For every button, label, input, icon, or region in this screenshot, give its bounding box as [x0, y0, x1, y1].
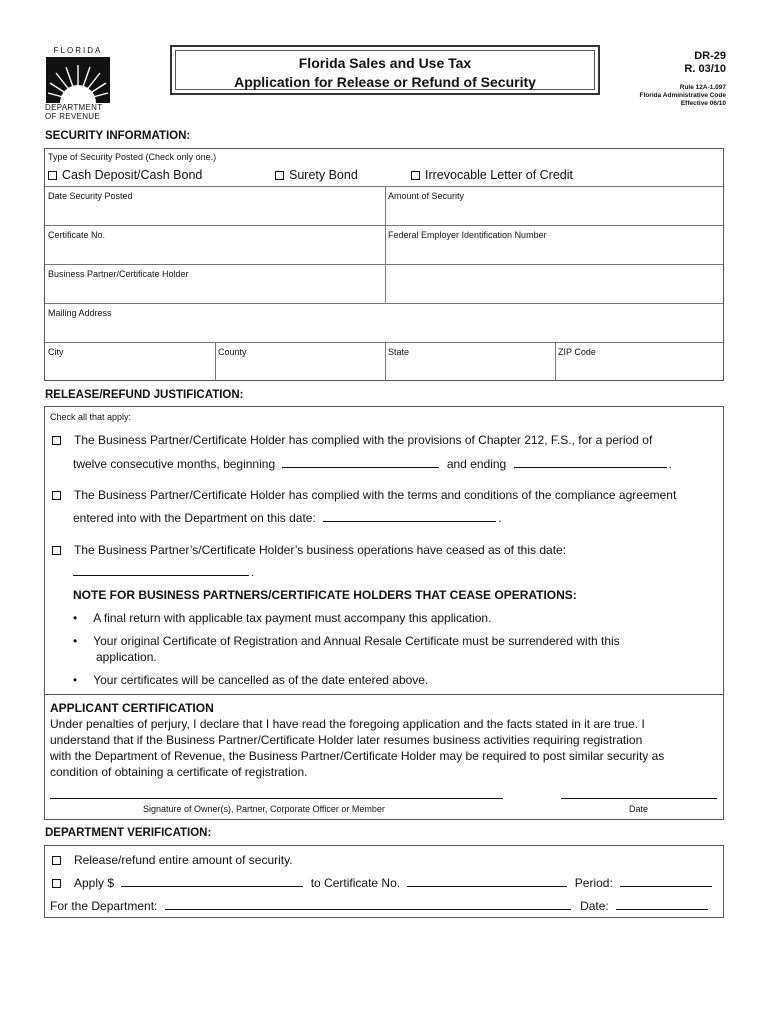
logo-dept-line1: DEPARTMENT	[45, 103, 103, 112]
apply-period-input[interactable]	[620, 885, 712, 887]
note-bullet-2-cont: application.	[96, 650, 157, 664]
mailing-address-field[interactable]: Mailing Address	[48, 308, 112, 318]
letter-checkbox[interactable]	[411, 171, 420, 180]
zip-field[interactable]: ZIP Code	[558, 347, 596, 357]
certificate-no-field[interactable]: Certificate No.	[48, 230, 106, 240]
apply-certificate-input[interactable]	[407, 885, 567, 887]
signature-label: Signature of Owner(s), Partner, Corporate Officer or Member	[143, 804, 385, 814]
security-info-heading: SECURITY INFORMATION:	[45, 130, 191, 142]
form-number: DR-29	[694, 50, 726, 62]
item1-checkbox[interactable]	[52, 436, 61, 445]
cash-checkbox[interactable]	[48, 171, 57, 180]
apply-checkbox[interactable]	[52, 879, 61, 888]
effective-date: Effective 06/10	[680, 100, 726, 107]
form-number-block	[684, 50, 726, 76]
note-bullet-2: • Your original Certificate of Registration and Annual Resale Certificate must be surrendered with this	[73, 634, 620, 648]
department-signature-input[interactable]	[165, 908, 571, 910]
department-date-input[interactable]	[616, 908, 708, 910]
form-revision: R. 03/10	[684, 63, 726, 75]
justification-item-1: The Business Partner/Certificate Holder has complied with the provisions of Chapter 212, F.S., for a period of	[52, 433, 712, 447]
fein-field[interactable]: Federal Employer Identification Number	[388, 230, 547, 240]
title-box	[170, 45, 600, 95]
note-heading: NOTE FOR BUSINESS PARTNERS/CERTIFICATE HOLDERS THAT CEASE OPERATIONS:	[73, 588, 577, 602]
note-bullet-3: • Your certificates will be cancelled as of the date entered above.	[73, 673, 429, 687]
department-logo	[44, 46, 112, 120]
state-field[interactable]: State	[388, 347, 410, 357]
apply-amount-input[interactable]	[121, 885, 303, 887]
admin-code: Florida Administrative Code	[639, 92, 726, 99]
ceased-date-input[interactable]	[73, 574, 249, 576]
compliance-date-input[interactable]	[323, 520, 496, 522]
type-of-security-label: Type of Security Posted (Check only one.)	[48, 152, 217, 162]
release-entire-option[interactable]: Release/refund entire amount of security.	[52, 853, 293, 867]
ending-date-input[interactable]	[514, 466, 667, 468]
verification-box	[44, 845, 724, 918]
amount-field[interactable]: Amount of Security	[388, 191, 465, 201]
justification-heading: RELEASE/REFUND JUSTIFICATION:	[45, 389, 244, 401]
note-bullet-1: • A final return with applicable tax payment must accompany this application.	[73, 611, 492, 625]
apply-line: Apply $ to Certificate No. Period:	[52, 876, 712, 890]
certification-text: Under penalties of perjury, I declare that I have read the foregoing application and the facts stated in it are true. I understand that if the Business Partner/Certificate Holder later resumes business activities requiring registration with the Department of Revenue, the Business Partner/Certificate Holder may be required to post similar security as condition of obtaining a certificate of registration.	[50, 717, 665, 779]
certification-heading: APPLICANT CERTIFICATION	[50, 701, 214, 715]
item2-checkbox[interactable]	[52, 491, 61, 500]
security-info-box	[44, 148, 724, 381]
signature-date-label: Date	[629, 804, 649, 814]
for-department-line: For the Department: Date:	[50, 899, 708, 913]
business-partner-field[interactable]: Business Partner/Certificate Holder	[48, 269, 189, 279]
compliance-date-line: entered into with the Department on this date: .	[73, 511, 502, 525]
check-all-label: Check all that apply:	[50, 412, 132, 422]
cash-deposit-option[interactable]: Cash Deposit/Cash Bond	[48, 168, 202, 182]
form-subtitle: Application for Release or Refund of Security	[234, 74, 536, 90]
logo-dept-line2: OF REVENUE	[45, 112, 101, 121]
beginning-date-input[interactable]	[282, 466, 439, 468]
justification-box	[44, 406, 724, 820]
sun-logo-icon	[46, 57, 110, 103]
city-field[interactable]: City	[48, 347, 64, 357]
twelve-months-line: twelve consecutive months, beginning and ending .	[73, 457, 672, 471]
form-title: Florida Sales and Use Tax	[298, 55, 472, 71]
rule-number: Rule 12A-1.097	[679, 84, 726, 91]
letter-of-credit-option[interactable]: Irrevocable Letter of Credit	[411, 168, 573, 182]
ceased-date-line: .	[73, 565, 254, 579]
signature-date-line[interactable]	[561, 798, 717, 799]
surety-bond-option[interactable]: Surety Bond	[275, 168, 358, 182]
surety-checkbox[interactable]	[275, 171, 284, 180]
release-checkbox[interactable]	[52, 856, 61, 865]
rule-block	[640, 84, 726, 108]
justification-item-2: The Business Partner/Certificate Holder has complied with the terms and conditions of the compliance agreement	[52, 488, 722, 502]
signature-line[interactable]	[50, 798, 503, 799]
verification-heading: DEPARTMENT VERIFICATION:	[45, 827, 212, 839]
justification-item-3: The Business Partner’s/Certificate Holder’s business operations have ceased as of this date:	[52, 543, 566, 557]
county-field[interactable]: County	[218, 347, 247, 357]
date-posted-field[interactable]: Date Security Posted	[48, 191, 133, 201]
item3-checkbox[interactable]	[52, 546, 61, 555]
logo-state: FLORIDA	[53, 46, 103, 55]
